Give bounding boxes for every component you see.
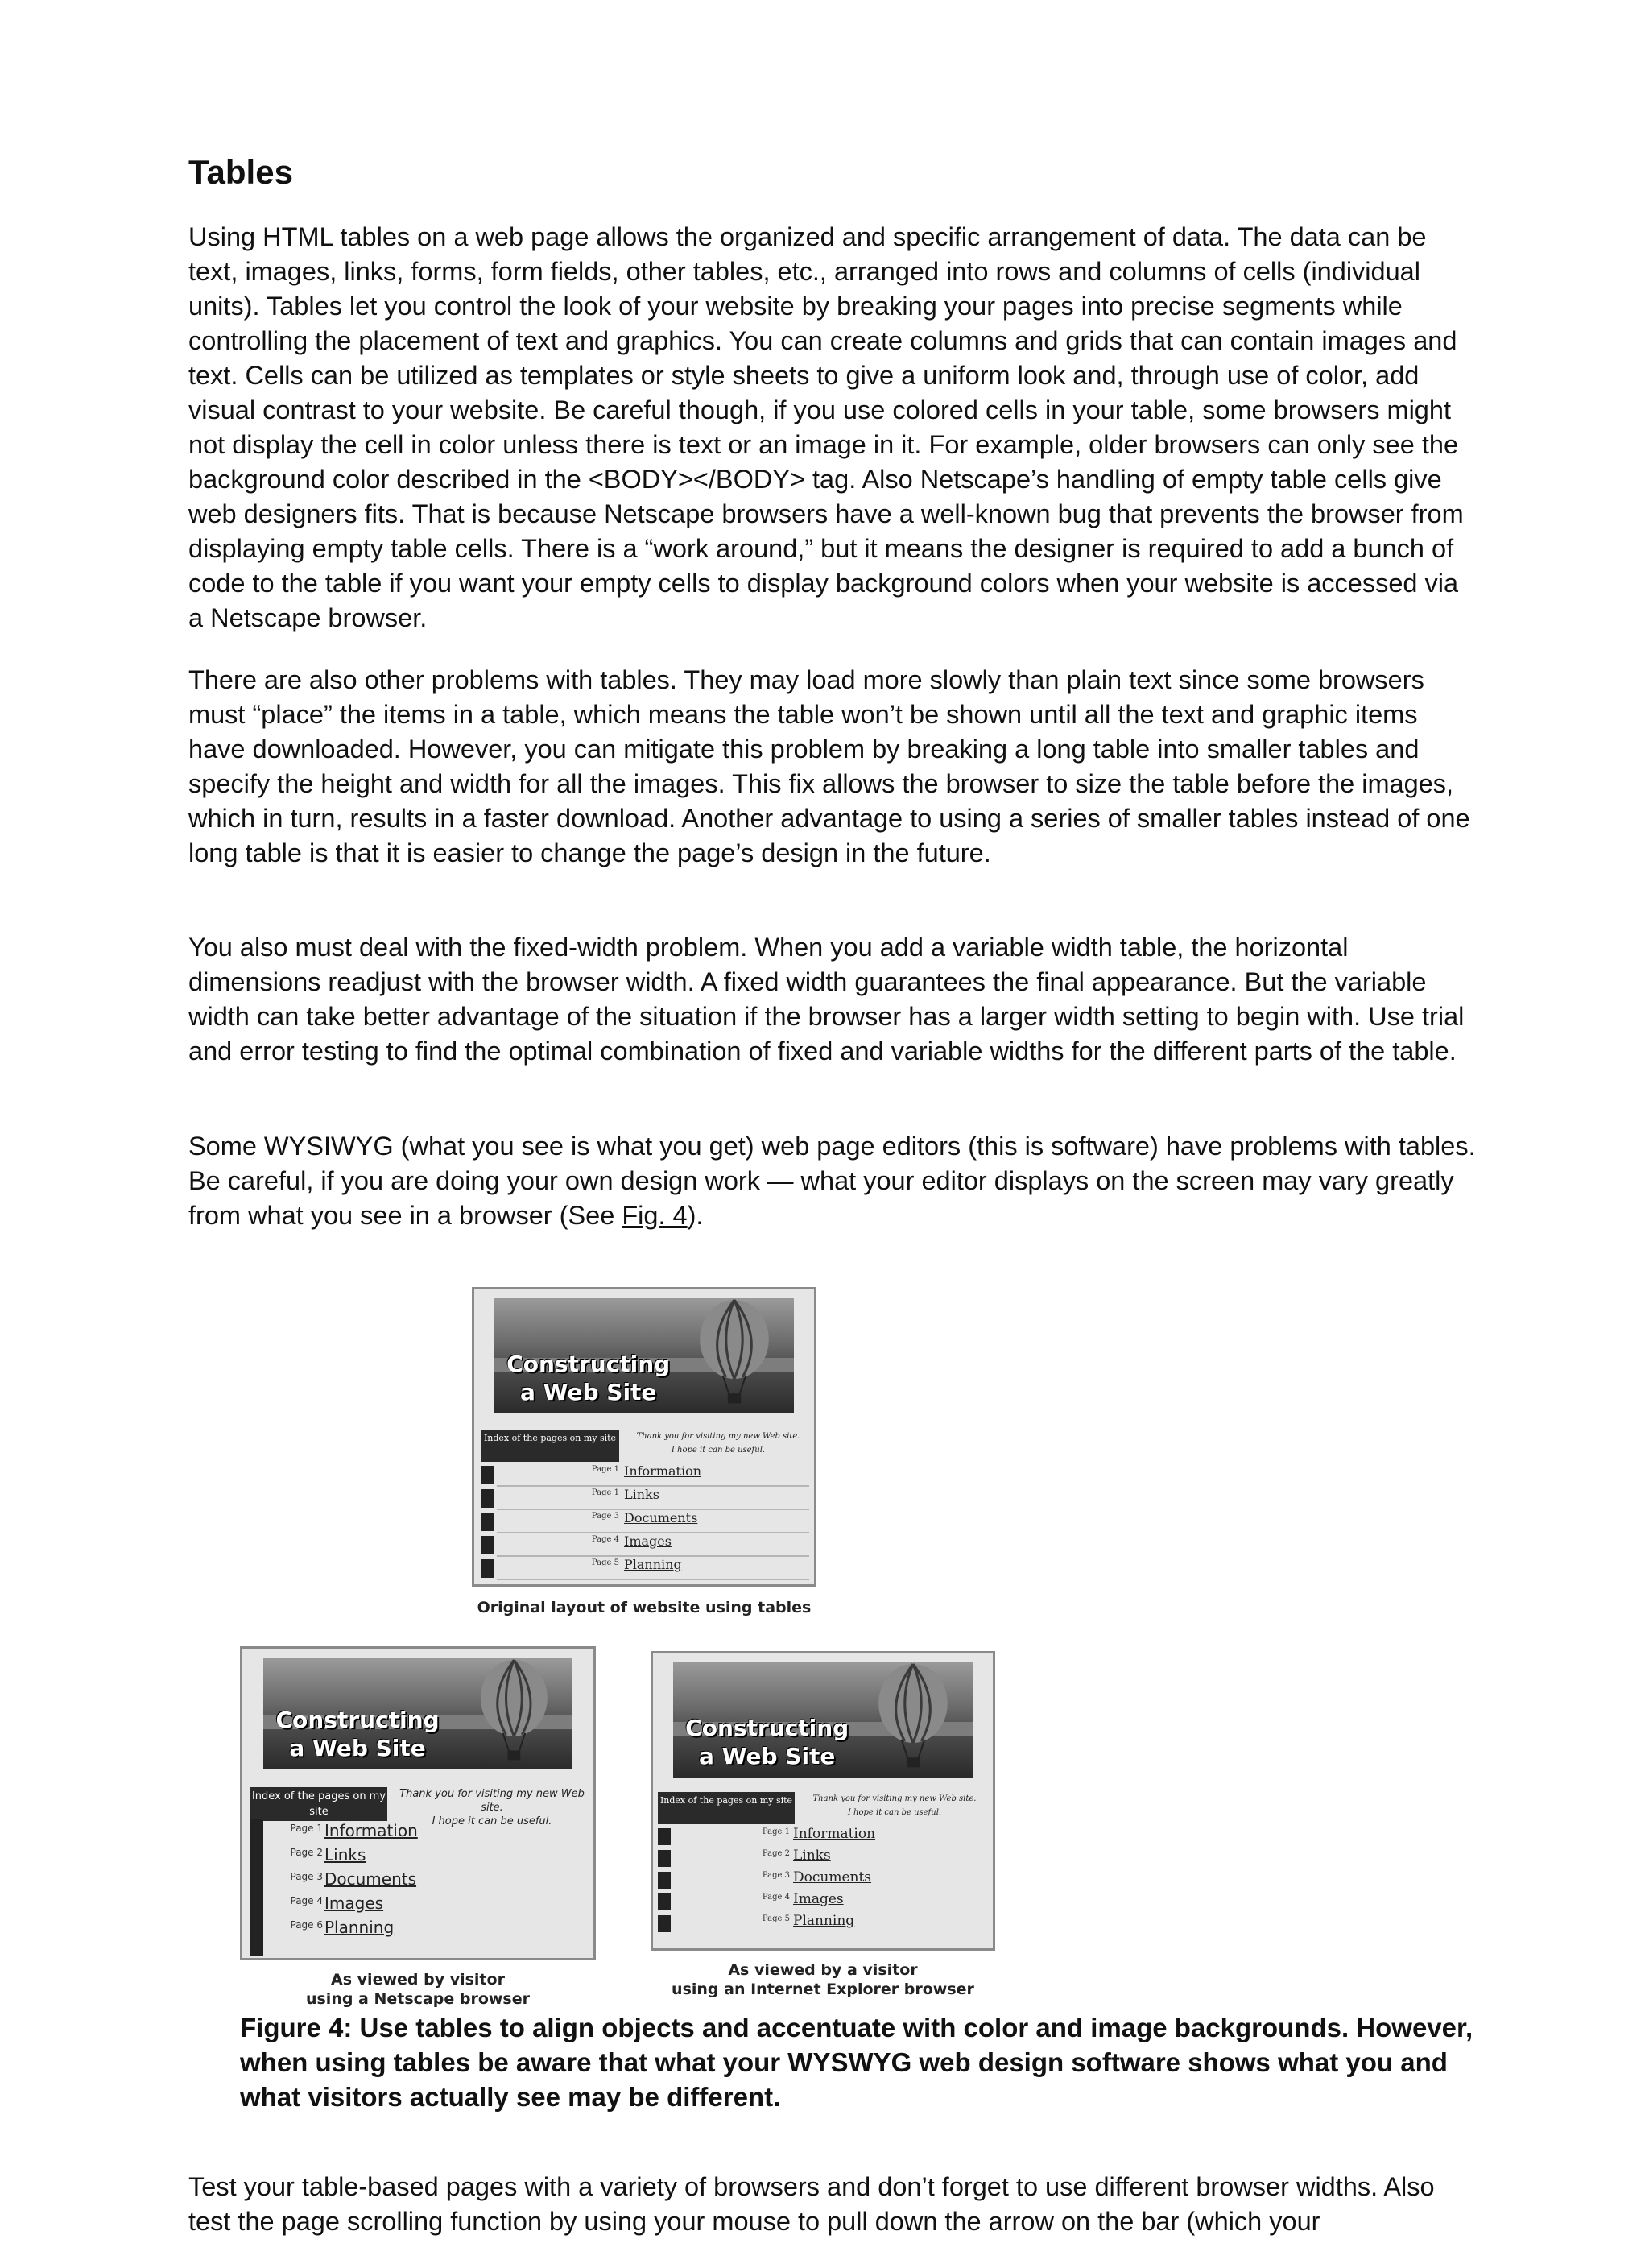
page-link[interactable]: Documents — [324, 1869, 417, 1889]
page-link[interactable]: Images — [624, 1533, 672, 1549]
netscape-view-screenshot — [240, 1646, 596, 1960]
hot-air-balloon-icon — [872, 1662, 954, 1778]
page-link-row — [242, 1893, 593, 1918]
page-number-label: Page 6 — [290, 1919, 323, 1931]
page-link-row — [653, 1869, 993, 1891]
nav-header-cell: Index of the pages on my site — [250, 1787, 387, 1821]
row-marker — [481, 1559, 494, 1578]
page-number-label: Page 4 — [290, 1895, 323, 1906]
row-marker — [481, 1489, 494, 1508]
page-number-label: Page 3 — [290, 1871, 323, 1882]
row-marker — [481, 1536, 494, 1554]
thanks-message: Thank you for visiting my new Web site. I hope it can be useful. — [636, 1432, 800, 1455]
page-number-label: Page 4 — [762, 1893, 790, 1902]
caption-ie-view: As viewed by a visitor using an Internet Explorer browser — [672, 1961, 974, 1998]
page-link-row — [242, 1918, 593, 1942]
figure-caption: Figure 4: Use tables to align objects and accentuate with color and image backgrounds. However, when using tables be aware that what your WYSWYG web design software shows what you and what visitors actually see may be different. — [240, 2013, 1473, 2112]
original-layout-screenshot — [472, 1287, 816, 1587]
page-link[interactable]: Documents — [624, 1510, 698, 1525]
site-banner — [263, 1658, 572, 1769]
page-number-label: Page 1 — [591, 1488, 619, 1497]
row-marker — [658, 1850, 671, 1867]
page-number-label: Page 1 — [290, 1823, 323, 1834]
page-link-row — [653, 1826, 993, 1848]
thanks-message: Thank you for visiting my new Web site. I hope it can be useful. — [812, 1794, 977, 1817]
page-number-label: Page 2 — [762, 1849, 790, 1858]
page-link[interactable]: Links — [624, 1487, 659, 1502]
row-marker — [658, 1893, 671, 1910]
page-link-row — [242, 1869, 593, 1893]
row-marker — [481, 1466, 494, 1484]
hot-air-balloon-icon — [693, 1298, 775, 1413]
page-link-row — [653, 1891, 993, 1913]
page-number-label: Page 1 — [762, 1827, 790, 1836]
section-heading: Tables — [188, 153, 293, 191]
nav-header-cell: Index of the pages on my site — [481, 1430, 619, 1462]
page-link-row — [242, 1821, 593, 1845]
nav-header-cell: Index of the pages on my site — [658, 1792, 795, 1824]
page-number-label: Page 4 — [591, 1535, 619, 1544]
site-banner — [494, 1298, 793, 1413]
row-marker — [658, 1872, 671, 1889]
page-link[interactable]: Planning — [624, 1557, 682, 1572]
page-link-row — [474, 1463, 814, 1487]
page-link[interactable]: Information — [324, 1821, 418, 1840]
hot-air-balloon-icon — [474, 1658, 554, 1769]
page-link-row — [653, 1848, 993, 1869]
page-number-label: Page 1 — [591, 1465, 619, 1474]
ie-view-screenshot — [651, 1651, 995, 1951]
page-link[interactable]: Documents — [793, 1869, 872, 1885]
site-title: Constructing a Web Site — [685, 1715, 849, 1770]
row-divider — [497, 1579, 809, 1580]
page-number-label: Page 3 — [591, 1512, 619, 1521]
site-title: Constructing a Web Site — [506, 1351, 671, 1406]
paragraph-fixed-width: You also must deal with the fixed-width problem. When you add a variable width table, the horizontal dimensions readjust with the browser width. A fixed width guarantees the final appearance. But the variable width can take better advantage of the situation if the browser has a larger width setting to begin with. Use trial and error testing to find the optimal combination of fixed and variable widths for the different parts of the table. — [188, 933, 1465, 1066]
paragraph-intro: Using HTML tables on a web page allows the organized and specific arrangement of data. The data can be text, images, links, forms, form fields, other tables, etc., arranged into rows and columns of cells (individual units). Tables let you control the look of your website by breaking your pages into precise segments while controlling the placement of text and graphics. You can create columns and grids that can contain images and text. Cells can be utilized as templates or style sheets to give a uniform look and, through use of color, add visual contrast to your website. Be careful though, if you use colored cells in your table, some browsers might not display the cell in color unless there is text or an image in it. For example, older browsers can only see the background color described in the <BODY></BODY> tag. Also Netscape’s handling of empty table cells give web designers fits. That is because Netscape browsers have a well-known bug that prevents the browser from displaying empty table cells. There is a “work around,” but it means the designer is required to add a bunch of code to the table if you want your empty cells to display background colors when your website is accessed via a Netscape browser. — [188, 222, 1464, 632]
caption-original-layout: Original layout of website using tables — [477, 1599, 812, 1616]
paragraph-wysiwyg — [188, 1129, 1477, 1233]
fig4-link[interactable]: Fig. 4 — [622, 1201, 688, 1230]
site-title: Constructing a Web Site — [275, 1707, 440, 1762]
paragraph-wysiwyg-text: Some WYSIWYG (what you see is what you get) web page editors (this is software) have problems with tables. Be careful, if you are doing your own design work — what your editor displays on the screen may vary greatly from what you see in a browser (See — [188, 1132, 1476, 1230]
page-number-label: Page 3 — [762, 1871, 790, 1880]
page-link-row — [653, 1913, 993, 1935]
page-link[interactable]: Planning — [324, 1918, 395, 1937]
row-marker — [658, 1828, 671, 1845]
page-link-row — [474, 1510, 814, 1533]
paragraph-wysiwyg-end: ). — [687, 1201, 704, 1230]
page-link[interactable]: Images — [324, 1893, 384, 1913]
paragraph-problems: There are also other problems with tables. They may load more slowly than plain text since some browsers must “place” the items in a table, which means the table won’t be shown until all the text and graphic items have downloaded. However, you can mitigate this problem by breaking a long table into smaller tables and specify the height and width for all the images. This fix allows the browser to size the table before the images, which in turn, results in a faster download. Another advantage to using a series of smaller tables instead of one long table is that it is easier to change the page’s design in the future. — [188, 665, 1470, 867]
page-link[interactable]: Links — [324, 1845, 366, 1864]
page-number-label: Page 5 — [762, 1914, 790, 1923]
site-banner — [673, 1662, 972, 1778]
page-link-row — [474, 1487, 814, 1510]
page-link[interactable]: Planning — [793, 1913, 855, 1929]
row-marker — [481, 1513, 494, 1531]
page-link[interactable]: Information — [624, 1463, 702, 1479]
page-number-label: Page 2 — [290, 1847, 323, 1858]
thanks-message: Thank you for visiting my new Web site. I hope it can be useful. — [399, 1788, 585, 1827]
page-link-row — [474, 1557, 814, 1580]
caption-netscape-view: As viewed by visitor using a Netscape browser — [305, 1971, 531, 2008]
page-link[interactable]: Links — [793, 1848, 831, 1864]
page-link-row — [474, 1533, 814, 1557]
page-link[interactable]: Images — [793, 1891, 844, 1907]
page-link-row — [242, 1845, 593, 1869]
page-link[interactable]: Information — [793, 1826, 876, 1842]
row-marker — [658, 1915, 671, 1932]
page-number-label: Page 5 — [591, 1558, 619, 1567]
paragraph-testing: Test your table-based pages with a variety of browsers and don’t forget to use different browser widths. Also test the page scrolling function by using your mouse to pull down the arrow on the bar (which your — [188, 2172, 1435, 2236]
